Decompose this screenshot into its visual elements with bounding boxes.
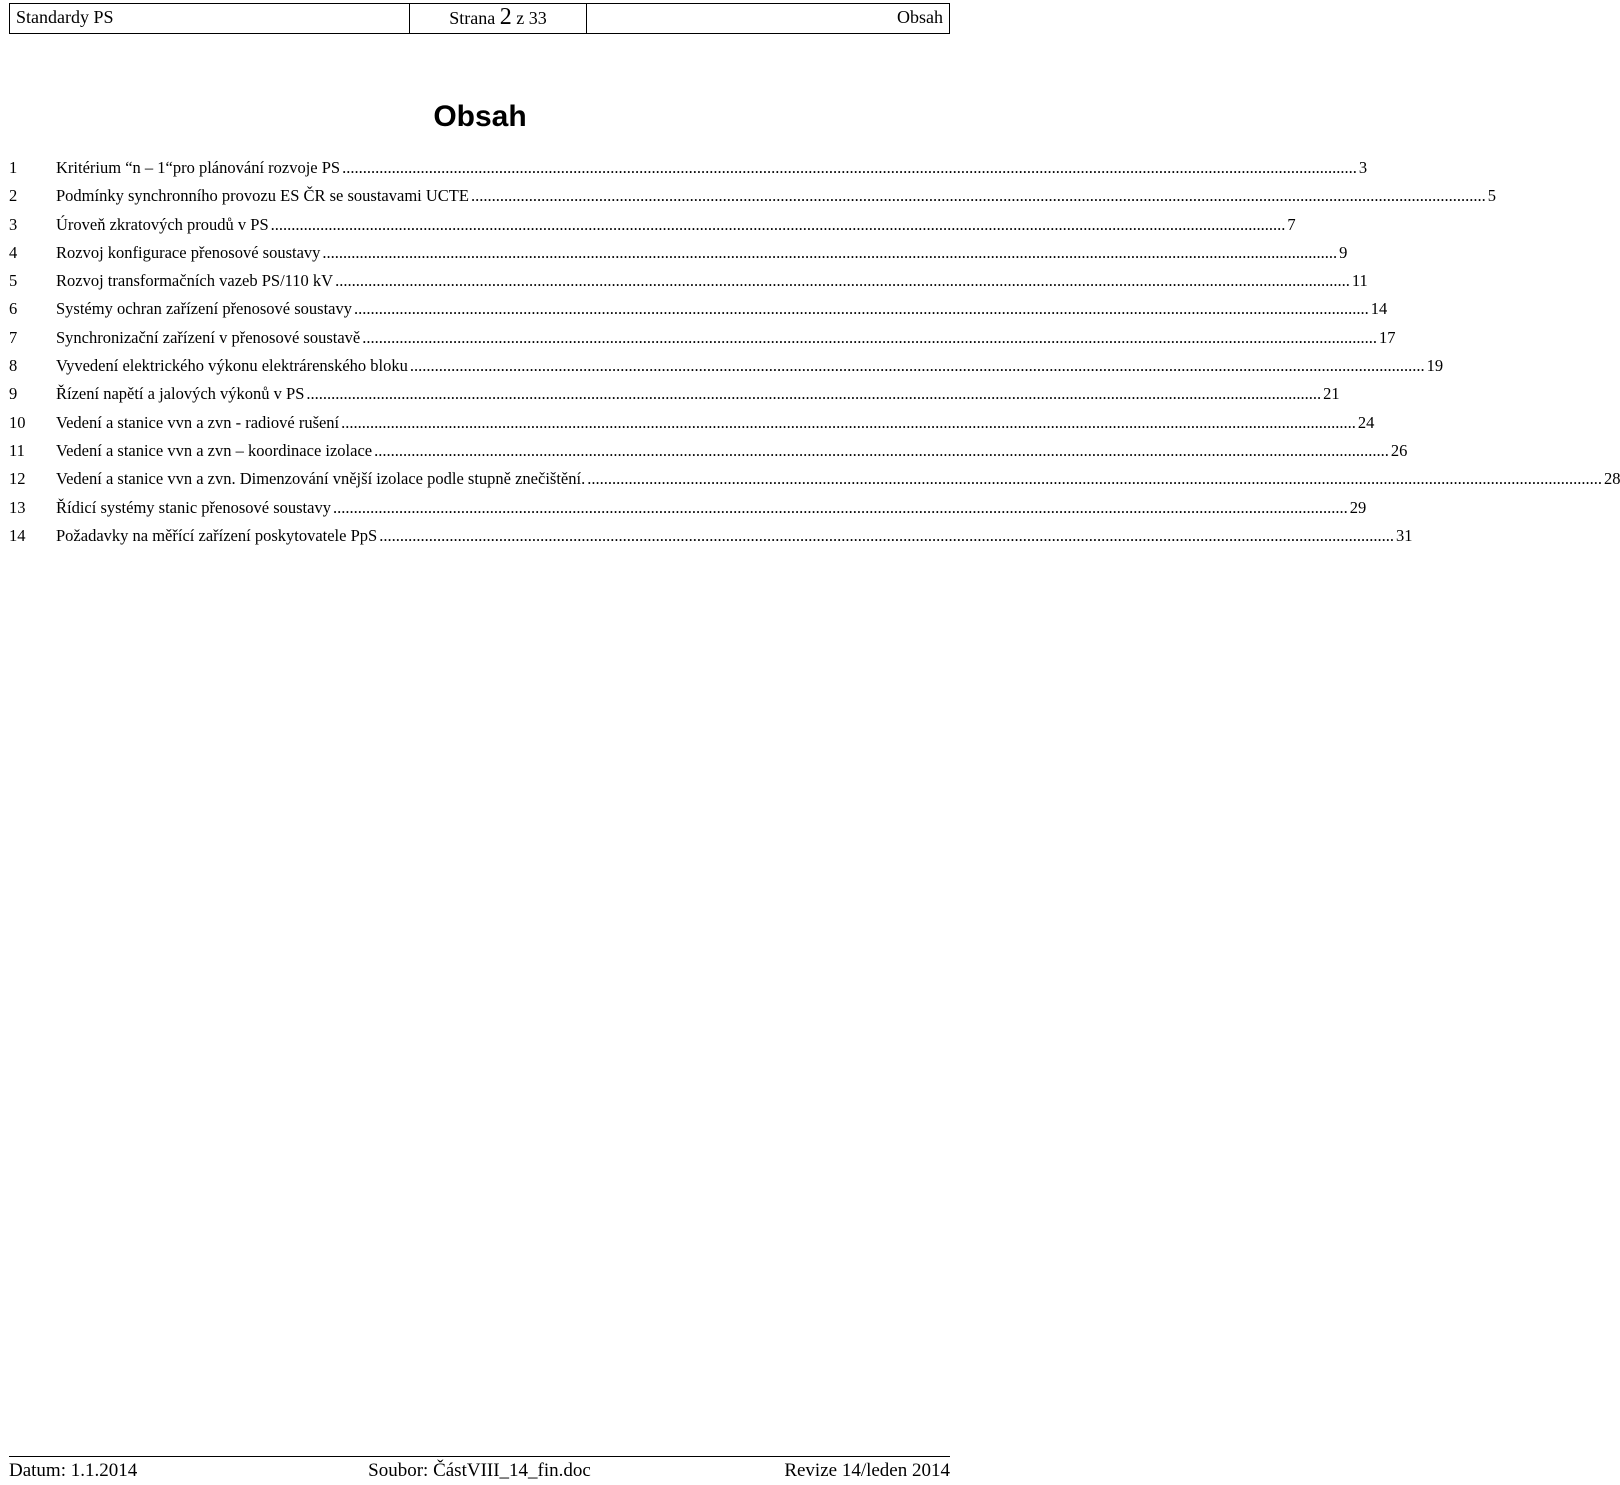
header-document-name: Standardy PS [10,4,410,33]
toc-entry-leader [342,158,1357,178]
header-section-name: Obsah [897,7,943,27]
toc-entry-leader [335,271,1350,291]
toc-entry-page: 31 [1395,525,1413,545]
toc-entry-page: 5 [1487,186,1496,206]
toc-entry-title: Kritérium “n – 1“pro plánování rozvoje PS [56,158,341,177]
toc-entry-title: Rozvoj transformačních vazeb PS/110 kV [56,271,334,291]
toc-entry-number: 3 [9,214,18,234]
toc-entry-number: 11 [9,440,25,460]
toc-entry-title: Řízení napětí a jalových výkonů v PS [56,384,305,404]
header-page-number: 2 [499,4,512,30]
toc-entry-leader [306,384,1321,404]
table-of-contents [9,158,1620,554]
toc-entry-page: 3 [1358,158,1368,177]
toc-entry[interactable] [9,242,1348,271]
toc-entry-title: Vedení a stanice vvn a zvn - radiové rušení [56,412,340,432]
toc-entry-title: Vedení a stanice vvn a zvn. Dimenzování vnější izolace podle stupně znečištění. [56,469,586,489]
toc-entry[interactable] [9,299,1388,327]
toc-entry-page: 7 [1287,214,1296,234]
toc-entry-page: 26 [1390,440,1408,460]
header-page-suffix: z 33 [511,8,547,28]
toc-entry[interactable] [9,440,1408,469]
toc-entry[interactable] [9,525,1413,554]
header-page-prefix: Strana [449,8,500,28]
toc-entry[interactable] [9,469,1620,497]
toc-entry-number: 6 [9,299,18,319]
toc-entry-leader [354,299,1369,319]
toc-entry-leader [374,441,1389,461]
toc-entry[interactable] [9,327,1396,356]
toc-entry-number: 2 [9,186,18,206]
toc-entry-page: 19 [1426,356,1444,376]
footer-date: Datum: 1.1.2014 [9,1460,138,1481]
toc-entry-leader [362,328,1377,348]
toc-entry-title: Úroveň zkratových proudů v PS [56,214,269,234]
footer-revision: Revize 14/leden 2014 [784,1460,950,1481]
toc-entry-leader [410,356,1425,376]
toc-entry-number: 10 [9,412,26,432]
toc-entry[interactable] [9,356,1444,384]
header-page-counter [410,4,587,33]
toc-entry[interactable] [9,384,1340,412]
toc-entry-title: Systémy ochran zařízení přenosové soustavy [56,299,353,319]
toc-entry-leader [587,469,1602,489]
toc-entry-leader [379,526,1394,546]
toc-entry-leader [322,243,1337,263]
toc-entry-page: 21 [1323,384,1340,404]
toc-entry[interactable] [9,271,1368,299]
toc-entry[interactable] [9,158,1368,186]
toc-entry-title: Podmínky synchronního provozu ES ČR se soustavami UCTE [56,186,469,206]
toc-entry-page: 11 [1351,271,1368,291]
toc-entry-title: Synchronizační zařízení v přenosové soustavě [56,327,361,347]
toc-entry-page: 14 [1370,299,1388,319]
toc-entry[interactable] [9,412,1375,441]
toc-entry[interactable] [9,214,1296,243]
page-title: Obsah [433,100,527,133]
toc-entry-title: Vyvedení elektrického výkonu elektrárenského bloku [56,356,408,376]
toc-entry-leader [341,413,1356,433]
toc-entry-title: Vedení a stanice vvn a zvn – koordinace izolace [56,440,373,460]
toc-entry-leader [333,498,1348,518]
toc-entry-page: 17 [1378,327,1396,347]
toc-entry-page: 24 [1357,412,1375,432]
page-header [9,3,950,34]
toc-entry-title: Požadavky na měřící zařízení poskytovatele PpS [56,525,378,545]
toc-entry-page: 28 [1603,469,1620,489]
toc-entry-title: Řídicí systémy stanic přenosové soustavy [56,497,331,517]
toc-entry-number: 4 [9,242,18,262]
footer-file: Soubor: ČástVIII_14_fin.doc [368,1460,591,1481]
toc-entry-number: 9 [9,384,18,404]
toc-entry-leader [271,215,1286,235]
toc-entry-number: 5 [9,271,18,291]
toc-entry[interactable] [9,186,1496,214]
toc-entry-number: 12 [9,469,26,489]
toc-entry[interactable] [9,497,1367,526]
toc-entry-number: 1 [9,158,18,177]
toc-entry-number: 7 [9,327,18,347]
toc-entry-number: 14 [9,525,26,545]
toc-entry-leader [471,186,1486,206]
toc-entry-page: 9 [1339,242,1348,262]
page-footer [9,1456,950,1484]
toc-entry-number: 8 [9,356,18,376]
toc-entry-title: Rozvoj konfigurace přenosové soustavy [56,242,321,262]
toc-entry-number: 13 [9,497,26,517]
toc-entry-page: 29 [1349,497,1367,517]
